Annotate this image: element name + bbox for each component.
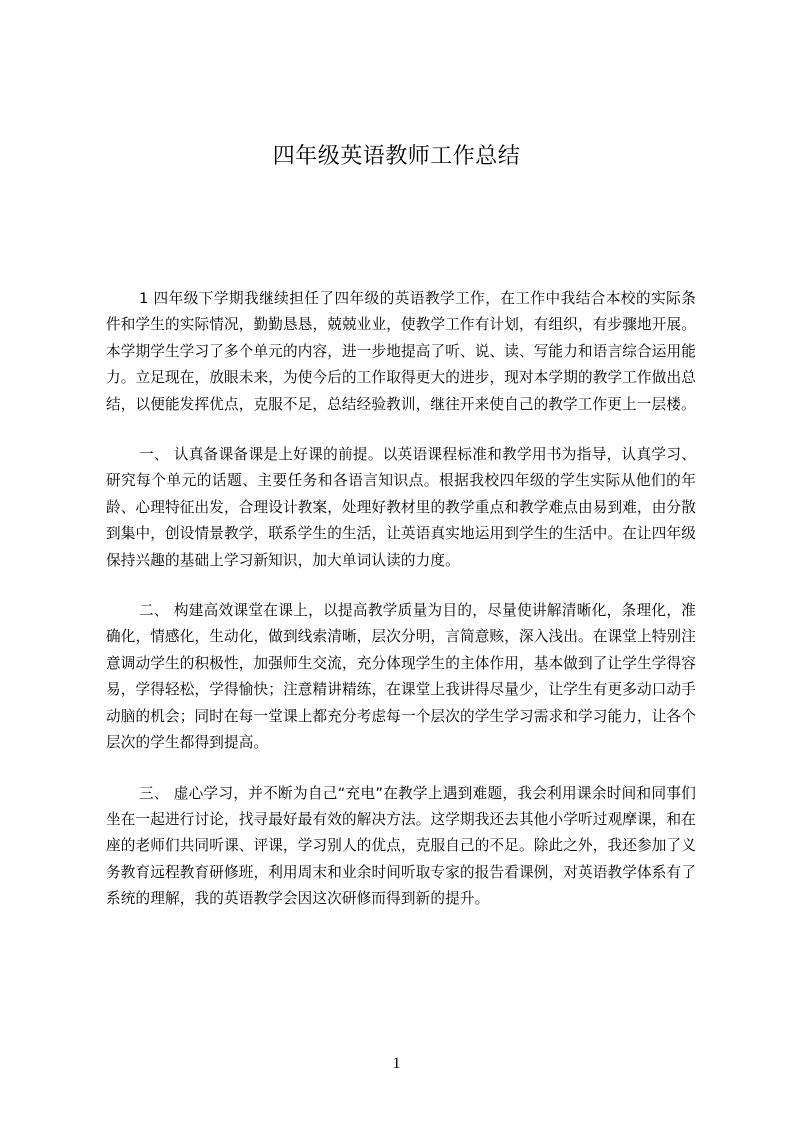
paragraph-intro: 1 四年级下学期我继续担任了四年级的英语教学工作，在工作中我结合本校的实际条件和学生的实际情况，勤勤恳恳，兢兢业业，使教学工作有计划，有组织，有步骤地开展。本学期学生学习了多个单元的内容，进一步地提高了听、说、读、写能力和语言综合运用能力。立足现在，放眼未来，为使今后的工作取得更大的进步，现对本学期的教学工作做出总结，以便能发挥优点，克服不足，总结经验教训，继往开来使自己的教学工作更上一层楼。 <box>106 290 696 413</box>
page-number: 1 <box>392 1055 401 1072</box>
paragraph-section-3: 三、 虚心学习，并不断为自己“充电”在教学上遇到难题，我会利用课余时间和同事们坐在一起进行讨论，找寻最好最有效的解决方法。这学期我还去其他小学听过观摩课，和在座的老师们共同听课、评课，学习别人的优点，克服自己的不足。除此之外，我还参加了义务教育远程教育研修班，利用周末和业余时间听取专家的报告看课例，对英语教学体系有了系统的理解，我的英语教学会因这次研修而得到新的提升。 <box>106 784 696 908</box>
paragraph-section-1: 一、 认真备课备课是上好课的前提。以英语课程标准和教学用书为指导，认真学习、研究每个单元的话题、主要任务和各语言知识点。根据我校四年级的学生实际从他们的年龄、心理特征出发，合理设计教案，处理好教材里的教学重点和教学难点由易到难，由分散到集中，创设情景教学，联系学生的生活，让英语真实地运用到学生的生活中。在让四年级保持兴趣的基础上学习新知识，加大单词认读的力度。 <box>106 446 696 569</box>
document-body <box>106 286 696 937</box>
paragraph-section-2: 二、 构建高效课堂在课上，以提高教学质量为目的，尽量使讲解清晰化，条理化，准确化，情感化，生动化，做到线索清晰，层次分明，言简意赅，深入浅出。在课堂上特别注意调动学生的积极性，加强师生交流，充分体现学生的主体作用，基本做到了让学生学得容易，学得轻松，学得愉快；注意精讲精练，在课堂上我讲得尽量少，让学生有更多动口动手动脑的机会；同时在每一堂课上都充分考虑每一个层次的学生学习需求和学习能力，让各个层次的学生都得到提高。 <box>106 602 696 752</box>
document-title: 四年级英语教师工作总结 <box>272 144 521 169</box>
